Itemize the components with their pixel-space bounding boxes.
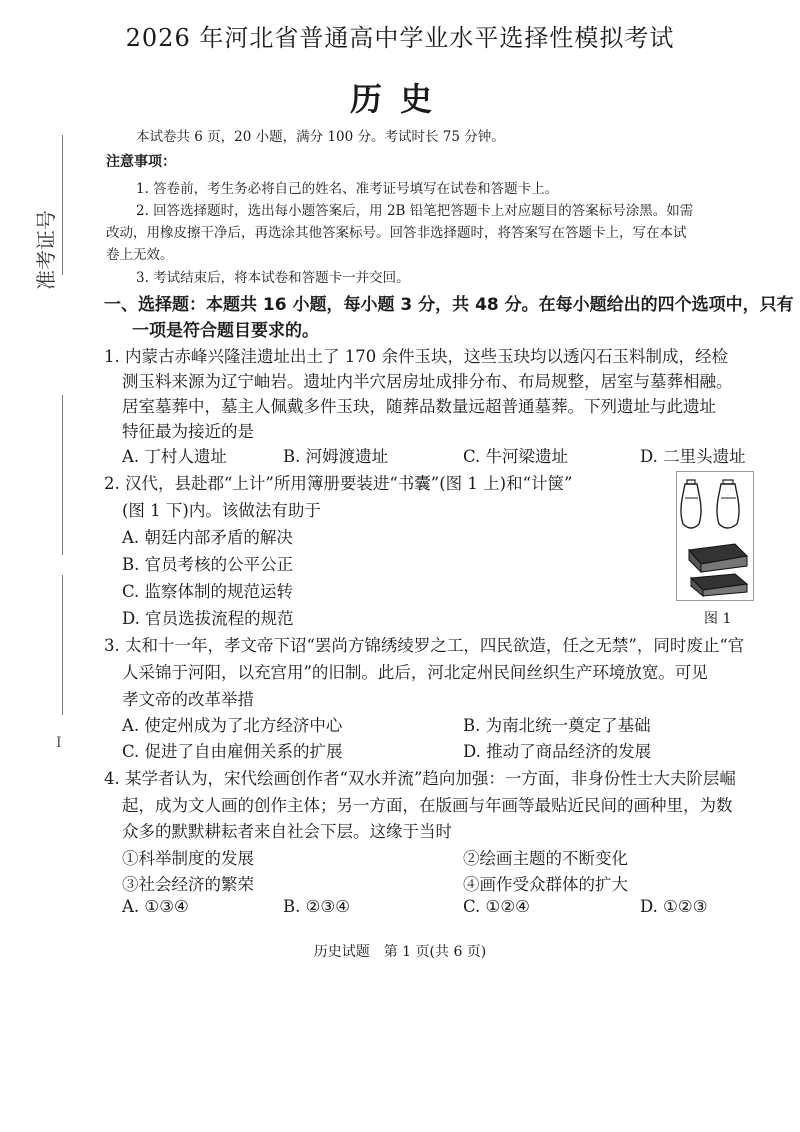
question-3-option-c: C. 促进了自由雇佣关系的扩展 bbox=[122, 742, 343, 761]
book-bag-and-case-illustration bbox=[677, 472, 753, 600]
question-4-line: 起，成为文人画的创作主体；另一方面，在版画与年画等最贴近民间的画种里，为数 bbox=[122, 796, 733, 815]
binding-line-top bbox=[62, 135, 63, 275]
question-1-line: 1. 内蒙古赤峰兴隆洼遗址出土了 170 余件玉块，这些玉玦均以透闪石玉料制成，经检 bbox=[104, 347, 728, 366]
question-3-option-b: B. 为南北统一奠定了基础 bbox=[463, 716, 651, 735]
question-3-option-a: A. 使定州成为了北方经济中心 bbox=[122, 716, 343, 735]
subject-title: 历史 bbox=[349, 80, 450, 118]
question-4-statement-4: ④画作受众群体的扩大 bbox=[463, 875, 628, 894]
figure-1-image bbox=[676, 471, 754, 601]
question-4-option-c: C. ①②④ bbox=[463, 897, 530, 916]
question-2-line: (图 1 下)内。该做法有助于 bbox=[122, 501, 321, 520]
binding-line-middle bbox=[62, 395, 63, 555]
question-1-line: 特征最为接近的是 bbox=[122, 422, 254, 441]
question-1-line: 居室墓葬中，墓主人佩戴多件玉玦，随葬品数量远超普通墓葬。下列遗址与此遗址 bbox=[122, 397, 716, 416]
question-1-option-c: C. 牛河梁遗址 bbox=[463, 447, 569, 466]
section-heading-cont: 一项是符合题目要求的。 bbox=[132, 321, 319, 341]
notice-item: 3. 考试结束后，将本试卷和答题卡一并交回。 bbox=[136, 270, 410, 286]
question-4-option-d: D. ①②③ bbox=[640, 897, 708, 916]
question-4-line: 众多的默默耕耘者来自社会下层。这缘于当时 bbox=[122, 822, 452, 841]
question-2-option-b: B. 官员考核的公平公正 bbox=[122, 555, 294, 574]
notice-item: 改动，用橡皮擦干净后，再选涂其他答案标号。回答非选择题时，将答案写在答题卡上，写在本试 bbox=[106, 225, 687, 241]
question-2-option-c: C. 监察体制的规范运转 bbox=[122, 582, 294, 601]
question-2-option-a: A. 朝廷内部矛盾的解决 bbox=[122, 528, 293, 547]
notice-item: 2. 回答选择题时，选出每小题答案后，用 2B 铅笔把答题卡上对应题目的答案标号涂黑。如需 bbox=[136, 203, 694, 219]
notice-item: 1. 答卷前，考生务必将自己的姓名、准考证号填写在试卷和答题卡上。 bbox=[136, 181, 559, 197]
question-4-option-b: B. ②③④ bbox=[283, 897, 350, 916]
notice-heading: 注意事项： bbox=[106, 154, 176, 170]
question-1-option-d: D. 二里头遗址 bbox=[640, 447, 746, 466]
question-4-line: 4. 某学者认为，宋代绘画创作者“双水并流”趋向加强：一方面，非身份性士大夫阶层崛 bbox=[104, 769, 736, 788]
question-3-option-d: D. 推动了商品经济的发展 bbox=[463, 742, 652, 761]
question-2-line: 2. 汉代，县赴郡“上计”所用簿册要装进“书囊”(图 1 上)和“计箧” bbox=[104, 474, 573, 493]
binding-line-bottom bbox=[62, 575, 63, 715]
figure-1-caption: 图 1 bbox=[704, 611, 732, 627]
question-4-statement-1: ①科举制度的发展 bbox=[122, 849, 254, 868]
question-4-statement-2: ②绘画主题的不断变化 bbox=[463, 849, 628, 868]
question-2-option-d: D. 官员选拔流程的规范 bbox=[122, 609, 294, 628]
question-4-statement-3: ③社会经济的繁荣 bbox=[122, 875, 254, 894]
question-3-line: 孝文帝的改革举措 bbox=[122, 690, 254, 709]
page-footer: 历史试题 第 1 页(共 6 页) bbox=[313, 944, 487, 960]
question-1-option-b: B. 河姆渡遗址 bbox=[283, 447, 389, 466]
question-1-line: 测玉料来源为辽宁岫岩。遗址内半穴居房址成排分布、布局规整，居室与墓葬相融。 bbox=[122, 372, 733, 391]
question-3-line: 3. 太和十一年，孝文帝下诏“罢尚方锦绣绫罗之工，四民欲造，任之无禁”，同时废止“官 bbox=[104, 636, 745, 655]
question-3-line: 人采锦于河阳，以充宫用”的旧制。此后，河北定州民间丝织生产环境放宽。可见 bbox=[122, 663, 708, 682]
question-4-option-a: A. ①③④ bbox=[122, 897, 189, 916]
section-heading: 一、选择题：本题共 16 小题，每小题 3 分，共 48 分。在每小题给出的四个选项中，只有 bbox=[104, 295, 794, 315]
binding-mark: I bbox=[56, 735, 62, 751]
notice-item: 卷上无效。 bbox=[106, 247, 174, 263]
exam-intro: 本试卷共 6 页，20 小题，满分 100 分。考试时长 75 分钟。 bbox=[136, 129, 505, 145]
exam-number-label: 准考证号 bbox=[34, 210, 58, 290]
exam-title: 2026 年河北省普通高中学业水平选择性模拟考试 bbox=[125, 24, 675, 52]
question-1-option-a: A. 丁村人遗址 bbox=[122, 447, 227, 466]
